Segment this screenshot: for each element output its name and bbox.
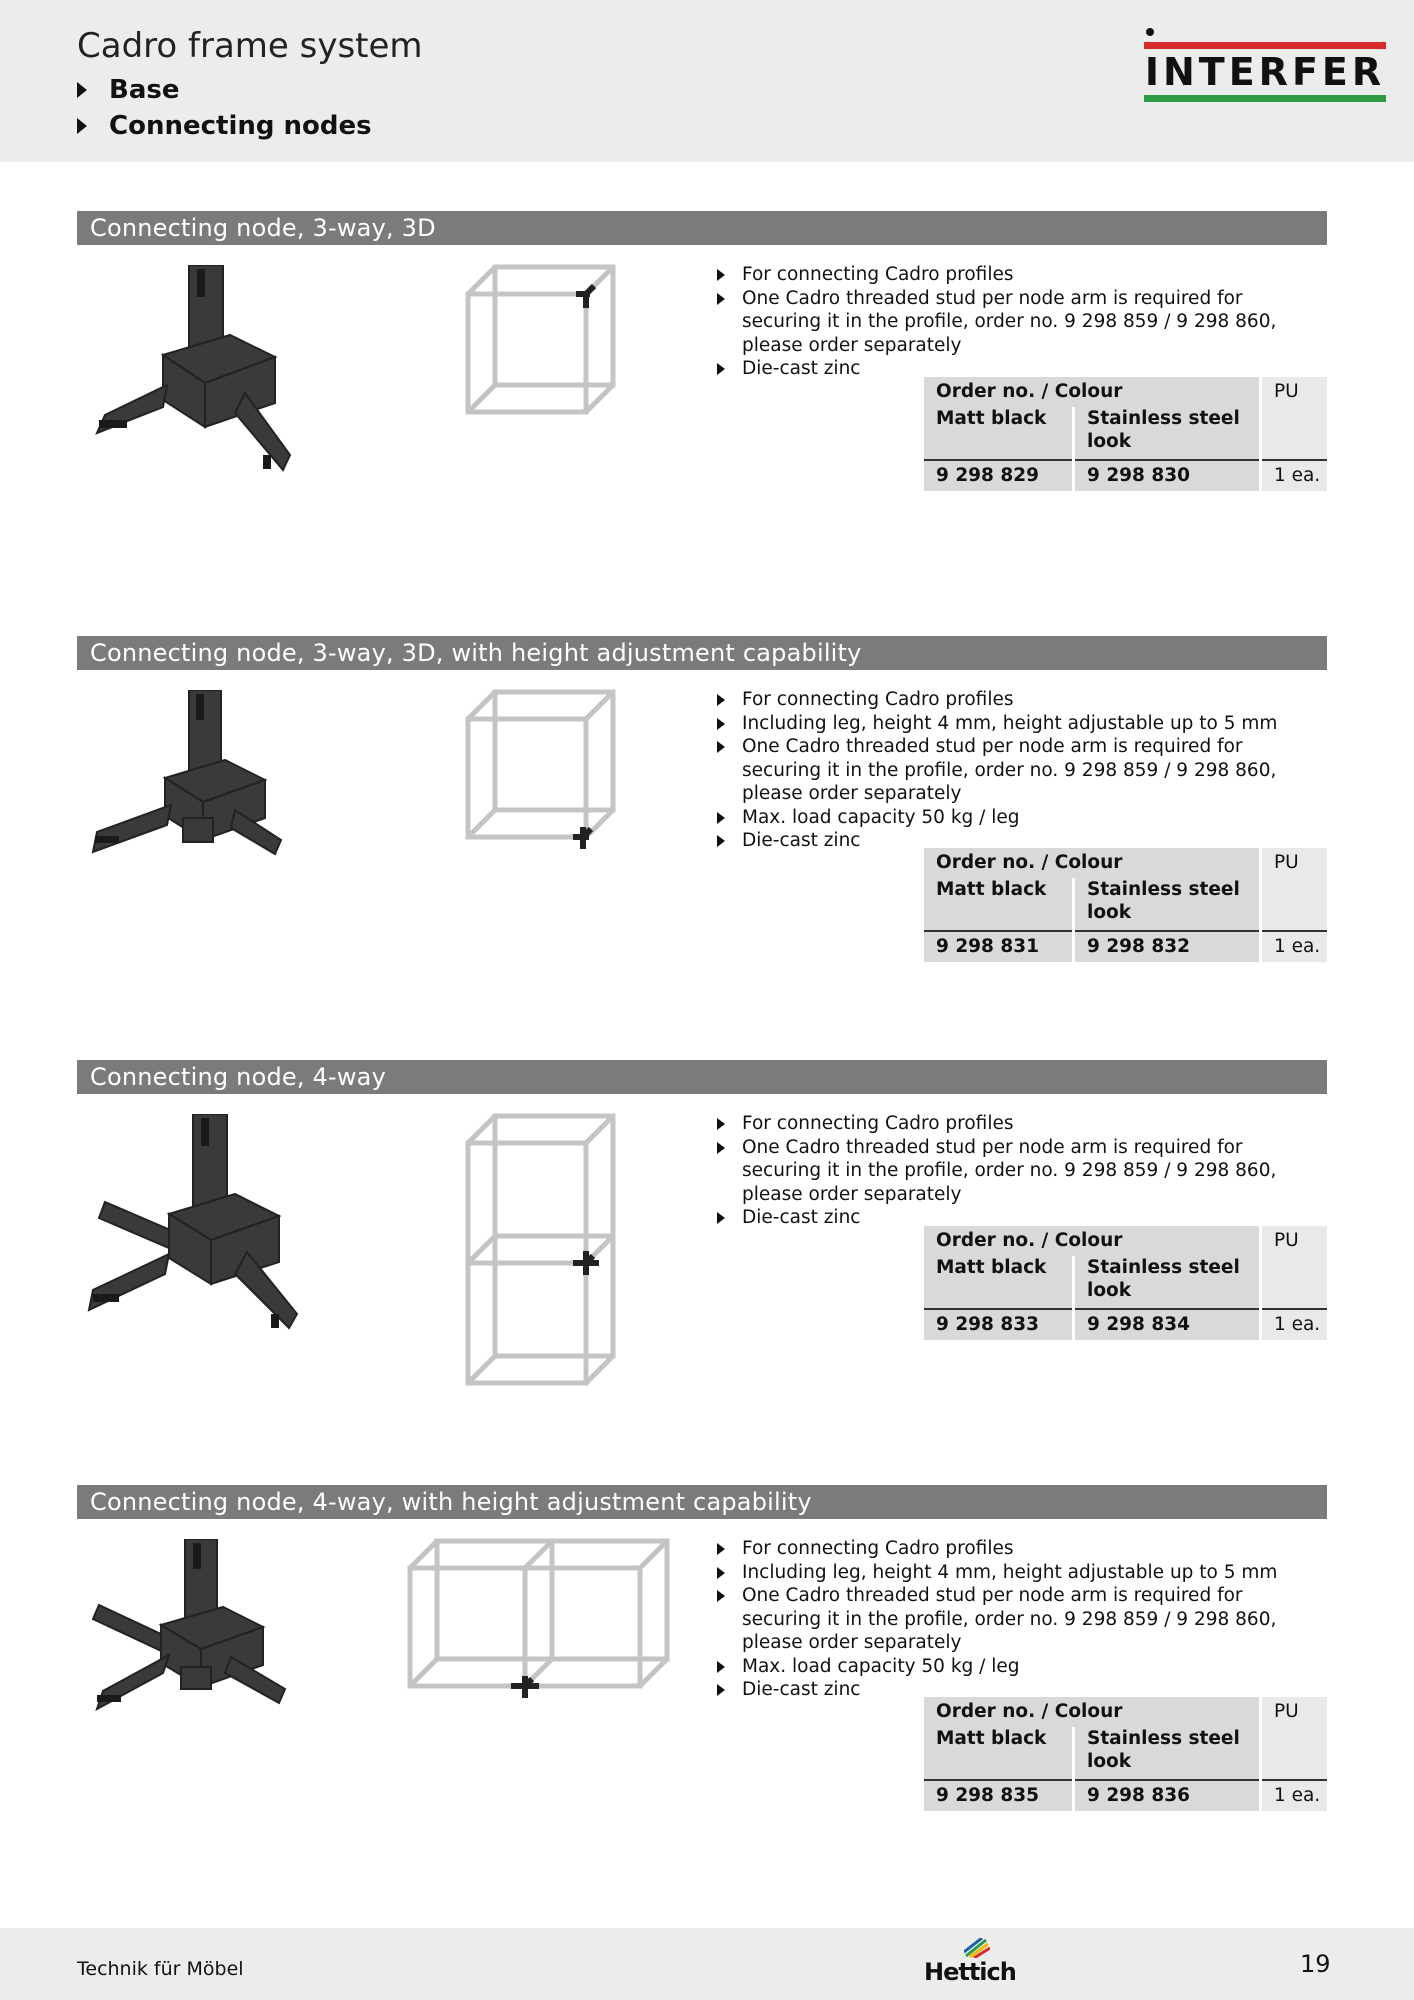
logo-red-stripe [1144, 42, 1386, 49]
triangle-right-icon [77, 82, 87, 98]
hettich-logo [924, 1938, 1016, 1988]
node-3way-height-adjust-photo [85, 690, 365, 920]
list-item: Die-cast zinc [715, 829, 1325, 853]
page-header [0, 0, 1414, 162]
product-section [77, 636, 1327, 976]
breadcrumb-item[interactable] [77, 108, 372, 144]
list-item: Including leg, height 4 mm, height adjustable up to 5 mm [715, 1561, 1325, 1585]
breadcrumb [77, 72, 372, 144]
pu-header: PU [1260, 1697, 1327, 1780]
frame-schematic-3way [463, 264, 623, 424]
hettich-wordmark: Hettich [924, 1958, 1016, 1986]
order-table [924, 1226, 1327, 1340]
order-colour-header: Order no. / Colour [924, 848, 1260, 878]
node-3way-photo [85, 265, 365, 515]
list-item: Die-cast zinc [715, 357, 1325, 381]
product-section [77, 1060, 1327, 1420]
list-item: For connecting Cadro profiles [715, 1112, 1325, 1136]
stainless-header: Stainless steel look [1074, 878, 1261, 931]
table-row [924, 460, 1327, 491]
order-number-stainless[interactable]: 9 298 834 [1074, 1309, 1261, 1340]
interfer-logo [1140, 28, 1390, 106]
order-number-stainless[interactable]: 9 298 832 [1074, 931, 1261, 962]
order-table [924, 848, 1327, 962]
hettich-stripes-icon [964, 1938, 990, 1958]
pu-header: PU [1260, 377, 1327, 460]
page-footer [0, 1928, 1414, 2000]
list-item: Max. load capacity 50 kg / leg [715, 806, 1325, 830]
list-item: Die-cast zinc [715, 1206, 1325, 1230]
feature-list [715, 1537, 1325, 1702]
pu-value: 1 ea. [1260, 1309, 1327, 1340]
stainless-header: Stainless steel look [1074, 1727, 1261, 1780]
triangle-right-icon [77, 118, 87, 134]
section-header: Connecting node, 4-way [77, 1060, 1327, 1094]
order-number-matt-black[interactable]: 9 298 829 [924, 460, 1074, 491]
list-item: For connecting Cadro profiles [715, 688, 1325, 712]
frame-schematic-3way-height [463, 689, 623, 854]
feature-list [715, 263, 1325, 381]
order-colour-header: Order no. / Colour [924, 377, 1260, 407]
section-header: Connecting node, 3-way, 3D [77, 211, 1327, 245]
node-4way-photo [85, 1114, 365, 1364]
stainless-header: Stainless steel look [1074, 407, 1261, 460]
list-item: Die-cast zinc [715, 1678, 1325, 1702]
node-4way-height-adjust-photo [85, 1539, 365, 1769]
matt-black-header: Matt black [924, 407, 1074, 460]
logo-text: INTERFER [1144, 50, 1386, 94]
matt-black-header: Matt black [924, 1256, 1074, 1309]
list-item: One Cadro threaded stud per node arm is required for securing it in the profile, order no. 9 298 859 / 9 298 860, please order separately [715, 735, 1325, 806]
product-section [77, 1485, 1327, 1825]
footer-tagline: Technik für Möbel [77, 1958, 244, 1980]
table-row [924, 1309, 1327, 1340]
feature-list [715, 1112, 1325, 1230]
order-number-stainless[interactable]: 9 298 830 [1074, 460, 1261, 491]
pu-value: 1 ea. [1260, 460, 1327, 491]
list-item: One Cadro threaded stud per node arm is required for securing it in the profile, order no. 9 298 859 / 9 298 860, please order separately [715, 287, 1325, 358]
order-colour-header: Order no. / Colour [924, 1226, 1260, 1256]
pu-value: 1 ea. [1260, 931, 1327, 962]
logo-green-stripe [1144, 95, 1386, 102]
list-item: One Cadro threaded stud per node arm is required for securing it in the profile, order no. 9 298 859 / 9 298 860, please order separately [715, 1136, 1325, 1207]
frame-schematic-4way [463, 1113, 623, 1393]
order-number-matt-black[interactable]: 9 298 835 [924, 1780, 1074, 1811]
list-item: For connecting Cadro profiles [715, 1537, 1325, 1561]
section-header: Connecting node, 4-way, with height adjustment capability [77, 1485, 1327, 1519]
stainless-header: Stainless steel look [1074, 1256, 1261, 1309]
table-row [924, 1780, 1327, 1811]
breadcrumb-item[interactable] [77, 72, 372, 108]
list-item: Max. load capacity 50 kg / leg [715, 1655, 1325, 1679]
feature-list [715, 688, 1325, 853]
product-section [77, 211, 1327, 541]
order-table [924, 377, 1327, 491]
frame-schematic-4way-height [405, 1538, 685, 1703]
order-number-matt-black[interactable]: 9 298 831 [924, 931, 1074, 962]
matt-black-header: Matt black [924, 878, 1074, 931]
order-colour-header: Order no. / Colour [924, 1697, 1260, 1727]
page-number: 19 [1300, 1950, 1331, 1978]
pu-value: 1 ea. [1260, 1780, 1327, 1811]
order-number-stainless[interactable]: 9 298 836 [1074, 1780, 1261, 1811]
list-item: Including leg, height 4 mm, height adjustable up to 5 mm [715, 712, 1325, 736]
logo-dot [1146, 28, 1154, 36]
breadcrumb-label: Connecting nodes [109, 111, 372, 141]
breadcrumb-label: Base [109, 75, 180, 105]
list-item: One Cadro threaded stud per node arm is required for securing it in the profile, order no. 9 298 859 / 9 298 860, please order separately [715, 1584, 1325, 1655]
order-table [924, 1697, 1327, 1811]
section-header: Connecting node, 3-way, 3D, with height adjustment capability [77, 636, 1327, 670]
pu-header: PU [1260, 1226, 1327, 1309]
table-row [924, 931, 1327, 962]
matt-black-header: Matt black [924, 1727, 1074, 1780]
order-number-matt-black[interactable]: 9 298 833 [924, 1309, 1074, 1340]
list-item: For connecting Cadro profiles [715, 263, 1325, 287]
pu-header: PU [1260, 848, 1327, 931]
page-title: Cadro frame system [77, 26, 423, 66]
